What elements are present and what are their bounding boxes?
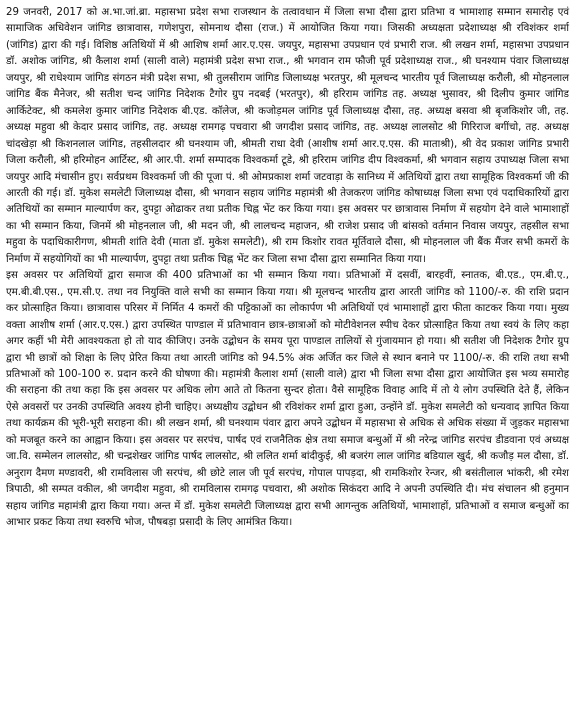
article-paragraph-2: इस अवसर पर अतिथियों द्वारा समाज की 400 प्रतिभाओं का भी सम्मान किया गया। प्रतिभाओं में दसवीं, बारहवीं, स्नातक, बी.एड., एम.बी.ए., एम.बी.बी.एस., एम.सी.ए. तथा नव नियुक्ति वाले सभी का सम्मान किया गया। श्री मूलचन्द भारतीय द्वारा आरती जांगिड को 1100/-रु. की राशि प्रदान कर प्रोत्साहित किया। छात्रावास परिसर में निर्मित 4 कमरों की पट्टिकाओं का लोकार्पण भी अतिथियों एवं भामाशाहों द्वारा फीता काटकर किया गया। मुख्य वक्ता आशीष शर्मा (आर.ए.एस.) द्वारा उपस्थित पाण्डाल में प्रतिभावान छात्र-छात्राओं को मोटीवेशनल स्पीच देकर प्रोत्साहित किया तथा स्वयं के लिए कहा अगर कहीं भी मेरी आवश्यकता हो तो याद कीजिए। उनके उद्बोधन के समय पूरा पाण्डाल तालियों से गुंजायमान हो गया। श्री सतीश जी निदेशक टैगोर ग्रुप द्वारा भी छात्रों को शिक्षा के लिए प्रेरित किया तथा आरती जांगिड को 94.5% अंक अर्जित कर जिले से स्थान बनाने पर 1100/-रु. की राशि तथा सभी प्रतिभाओं को 100-100 रु. प्रदान करने की घोषणा की। महामंत्री कैलाश शर्मा (साली वाले) द्वारा भी जिला सभा दौसा द्वारा आयोजित इस भव्य समारोह की सराहना की तथा कहा कि इस अवसर पर अधिक लोग आते तो कितना सुन्दर होता। वैसे सामूहिक विवाह आदि में तो ये लोग उपस्थिति देते हैं, लेकिन ऐसे अवसरों पर उनकी उपस्थिति अवश्य होनी चाहिए। अध्यक्षीय उद्बोधन श्री रविशंकर शर्मा द्वारा हुआ, उन्होंने डॉ. मुकेश समलेटी को धन्यवाद ज्ञापित किया तथा कार्यक्रम की भूरी-भूरी सराहना की। श्री लखन शर्मा, श्री घनश्याम पंवार द्वारा अपने उद्बोधन में महासभा से अधिक से अधिक संख्या में जुड़कर महासभा को मजबूत करने का आह्वान किया। इस अवसर पर सरपंच, पार्षद एवं राजनैतिक क्षेत्र तथा समाज बन्धुओं में श्री नरेन्द्र जांगिड सरपंच डीडवाना एवं अध्यक्ष जा.वि. सम्मेलन लालसोट, श्री चन्द्रशेखर जांगिड पार्षद लालसोट, श्री ललित शर्मा बांदीकुई, श्री बजरंग लाल जांगिड बडियाल खुर्द, श्री कजौड़ मल दौसा, डॉ. अनुराग दैमण मण्डावरी, श्री रामविलास जी सरपंच, श्री छोटे लाल जी पूर्व सरपंच, गोपाल पापड़दा, श्री रामकिशोर रेन्जर, श्री बसंतीलाल भांकरी, श्री रमेश त्रिपाठी, श्री सम्पत वकील, श्री जगदीश महुवा, श्री रामविलास रामगढ़ पचवारा, श्री अशोक सिकंदरा आदि ने अपनी उपस्थिति दी। मंच संचालन श्री हनुमान सहाय जांगिड महामंत्री द्वारा किया गया। अन्त में डॉ. मुकेश समलेटी जिलाध्यक्ष द्वारा सभी आगन्तुक अतिथियों, भामाशाहों, प्रतिभाओं व समाज बन्धुओं का आभार प्रकट किया तथा स्वरुचि भोज, पौषबड़ा प्रसादी के लिए आमंत्रित किया।	[6, 270, 569, 529]
article-paragraph-1: 29 जनवरी, 2017 को अ.भा.जां.ब्रा. महासभा प्रदेश सभा राजस्थान के तत्वावधान में जिला सभा दौसा द्वारा प्रतिभा व भामाशाह सम्मान समारोह एवं सामाजिक अधिवेशन जांगिड छात्रावास, गणेशपुरा, सोमनाथ दौसा (राज.) में आयोजित किया गया। जिसकी अध्यक्षता प्रदेशाध्यक्ष श्री रविशंकर शर्मा (जांगिड) द्वारा की गई। विशिष्ठ अतिथियों में श्री आशिष शर्मा आर.ए.एस. जयपुर, महासभा उपप्रधान एवं प्रभारी राज. श्री लखन शर्मा, महासभा उपप्रधान डॉ. अशोक जांगिड, श्री कैलाश शर्मा (साली वाले) महामंत्री प्रदेश सभा राज., श्री भगवान राम फौजी पूर्व प्रदेशाध्यक्ष राज., श्री घनश्याम पंवार जिलाध्यक्ष जयपुर, श्री राधेश्याम जांगिड संगठन मंत्री प्रदेश सभा, श्री तुलसीराम जांगिड जिलाध्यक्ष भरतपुर, श्री मूलचन्द भारतीय पूर्व जिलाध्यक्ष करौली, श्री मोहनलाल जांगिड बैंक मैनेजर, श्री सतीश चन्द जांगिड निदेशक टैगोर ग्रुप नदबई (भरतपुर), श्री हरिराम जांगिड तह. अध्यक्ष भुसावर, श्री दिलीप कुमार जांगिड आर्किटेक्ट, श्री कमलेश कुमार जांगिड निदेशक बी.एड. कॉलेज, श्री कजोड़मल जांगिड पूर्व जिलाध्यक्ष दौसा, तह. अध्यक्ष बसवा श्री बृजकिशोर जी, तह. अध्यक्ष महुवा श्री केदार प्रसाद जांगिड, तह. अध्यक्ष रामगढ़ पचवारा श्री जगदीश प्रसाद जांगिड, तह. अध्यक्ष लालसोट श्री गिरिराज बगींचो, तह. अध्यक्ष चांदखेड़ा श्री किशनलाल जांगिड, तहसीलदार श्री घनश्याम जी, श्रीमती राधा देवी (आशीष शर्मा आर.ए.एस. की माताश्री), श्री वेद प्रकाश जांगिड प्रभारी जिला करौली, श्री हरिमोहन आर्टिस्ट, श्री आर.पी. शर्मा सम्पादक विश्वकर्मा टूडे, श्री हरिराम जांगिड दीप विश्वकर्मा, श्री भगवान सहाय उपाध्यक्ष जिला सभा जयपुर आदि मंचासीन हुए। सर्वप्रथम विश्वकर्मा जी की पूजा पं. श्री ओमप्रकाश शर्मा जटवाड़ा के सानिध्य में अतिथियों द्वारा तथा सामूहिक विश्वकर्मा जी की आरती की गई। डॉ. मुकेश समलेटी जिलाध्यक्ष दौसा, श्री भगवान सहाय जांगिड महामंत्री श्री तेजकरण जांगिड कोषाध्यक्ष जिला सभा एवं पदाधिकारियों द्वारा अतिथियों का सम्मान माल्यार्पण कर, दुपट्टा ओढाकर तथा प्रतीक चिह्न भेंट कर किया गया। इस अवसर पर छात्रावास निर्माण में सहयोग देने वाले भामाशाहों का भी सम्मान किया, जिनमें श्री मोहनलाल जी, श्री मदन जी, श्री लालचन्द महाजन, श्री राजेश प्रसाद जी बांसको वर्तमान निवास जयपुर, तहसील सभा महुवा के पदाधिकारीगण, श्रीमती शांति देवी (माता डॉ. मुकेश समलेटी), श्री राम किशोर रावत मूर्तिवाले दौसा, श्री मोहनलाल जी बैंक मैंजर सभी कमरों के निर्माण में सहयोगियों का भी माल्यार्पण, दुपट्टा तथा प्रतीक चिह्न भेंट कर जिला सभा दौसा द्वारा सम्मानित किया गया।	[6, 7, 569, 265]
